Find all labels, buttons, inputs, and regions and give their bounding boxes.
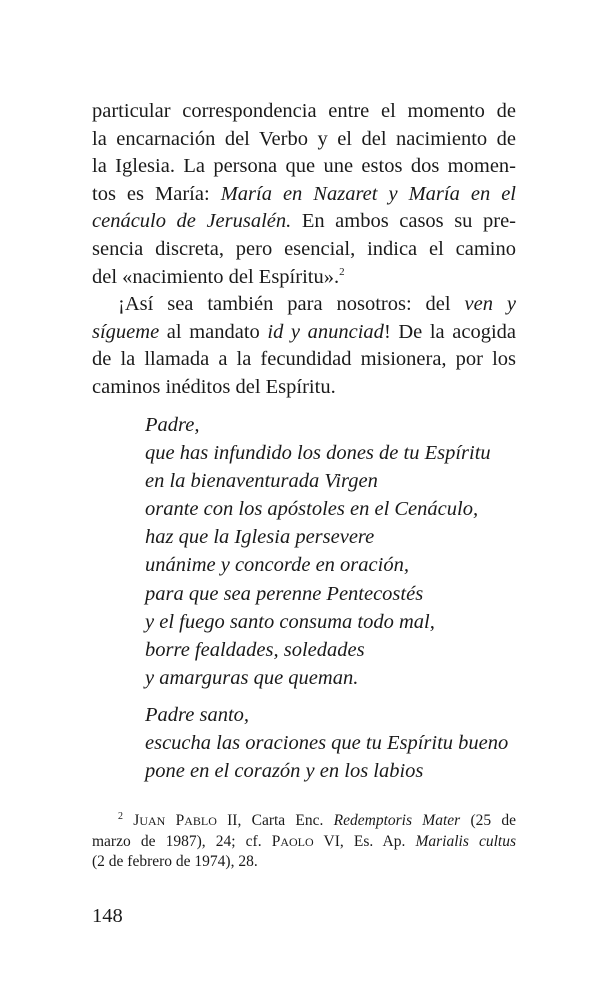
footnote-text: II, Carta Enc. bbox=[227, 812, 324, 829]
stanza-break bbox=[145, 692, 525, 701]
prayer-line: escucha las oraciones que tu Espíritu bueno bbox=[145, 732, 509, 755]
author-initial: P bbox=[175, 812, 185, 829]
author-smallcaps: AOLO bbox=[280, 834, 314, 849]
text-fragment: tos es María: bbox=[92, 182, 210, 205]
prayer-line: Padre, bbox=[145, 414, 200, 436]
italic-phrase: ven y bbox=[464, 293, 516, 316]
author-initial: P bbox=[271, 832, 281, 850]
footnote-line: (2 de febrero de 1974), 28. bbox=[92, 853, 258, 870]
text-line: particular correspondencia entre el momento de bbox=[92, 100, 516, 122]
italic-phrase: sígueme bbox=[92, 320, 160, 343]
prayer-line: haz que la Iglesia persevere bbox=[145, 526, 375, 549]
footnote-text: marzo de 1987), 24; cf. bbox=[92, 832, 262, 850]
prayer-line: y el fuego santo consuma todo mal, bbox=[145, 610, 435, 633]
text-line bbox=[92, 208, 516, 236]
text-line: la Iglesia. La persona que une estos dos momen- bbox=[92, 155, 516, 178]
prayer-line: orante con los apóstoles en el Cenáculo, bbox=[145, 498, 479, 521]
prayer-line: para que sea perenne Pentecostés bbox=[145, 582, 424, 605]
prayer-line: en la bienaventurada Virgen bbox=[145, 470, 378, 493]
text-line bbox=[92, 319, 516, 347]
text-line: sencia discreta, pero esencial, indica el camino bbox=[92, 237, 516, 260]
prayer-line: y amarguras que queman. bbox=[145, 666, 359, 689]
author-smallcaps: UAN bbox=[139, 814, 166, 828]
footnote-reference[interactable]: 2 bbox=[339, 265, 345, 278]
footnote-line bbox=[92, 832, 516, 853]
prayer-line: borre fealdades, soledades bbox=[145, 638, 365, 661]
text-line: la encarnación del Verbo y el del nacimiento de bbox=[92, 127, 516, 150]
footnote-text: (25 de bbox=[470, 812, 516, 829]
italic-phrase: id y anunciad bbox=[267, 320, 384, 343]
text-fragment: del «nacimiento del Espíritu». bbox=[92, 265, 340, 288]
document-title: Marialis cultus bbox=[415, 832, 516, 850]
text-fragment: ¡Así sea también para nosotros: del bbox=[118, 293, 451, 316]
page-number: 148 bbox=[92, 905, 123, 927]
body-text bbox=[92, 98, 516, 402]
text-line: de la llamada a la fecundidad misionera, por los bbox=[92, 348, 516, 371]
prayer-line: Padre santo, bbox=[145, 703, 250, 726]
text-fragment: ! De la acogida bbox=[383, 320, 517, 343]
prayer-line: que has infundido los dones de tu Espíritu bbox=[145, 442, 491, 465]
text-line bbox=[92, 291, 516, 319]
prayer-line: pone en el corazón y en los labios bbox=[145, 760, 424, 783]
text-fragment: al mandato bbox=[166, 320, 260, 343]
author-initial: J bbox=[133, 812, 140, 829]
footnote-marker: 2 bbox=[118, 811, 123, 822]
italic-phrase: cenáculo de Jerusalén. bbox=[92, 210, 292, 233]
text-line: caminos inéditos del Espíritu. bbox=[92, 375, 336, 398]
text-line bbox=[92, 264, 516, 292]
prayer-line: unánime y concorde en oración, bbox=[145, 554, 409, 577]
footnote-text: VI, Es. Ap. bbox=[323, 832, 406, 850]
italic-phrase: María en Nazaret y María en el bbox=[220, 182, 516, 205]
document-title: Redemptoris Mater bbox=[333, 812, 461, 829]
footnote-line bbox=[92, 811, 516, 832]
text-fragment: En ambos casos su pre- bbox=[301, 210, 516, 233]
author-smallcaps: ABLO bbox=[184, 814, 217, 828]
footnote bbox=[92, 811, 516, 873]
text-line bbox=[92, 181, 516, 209]
prayer bbox=[145, 411, 525, 785]
